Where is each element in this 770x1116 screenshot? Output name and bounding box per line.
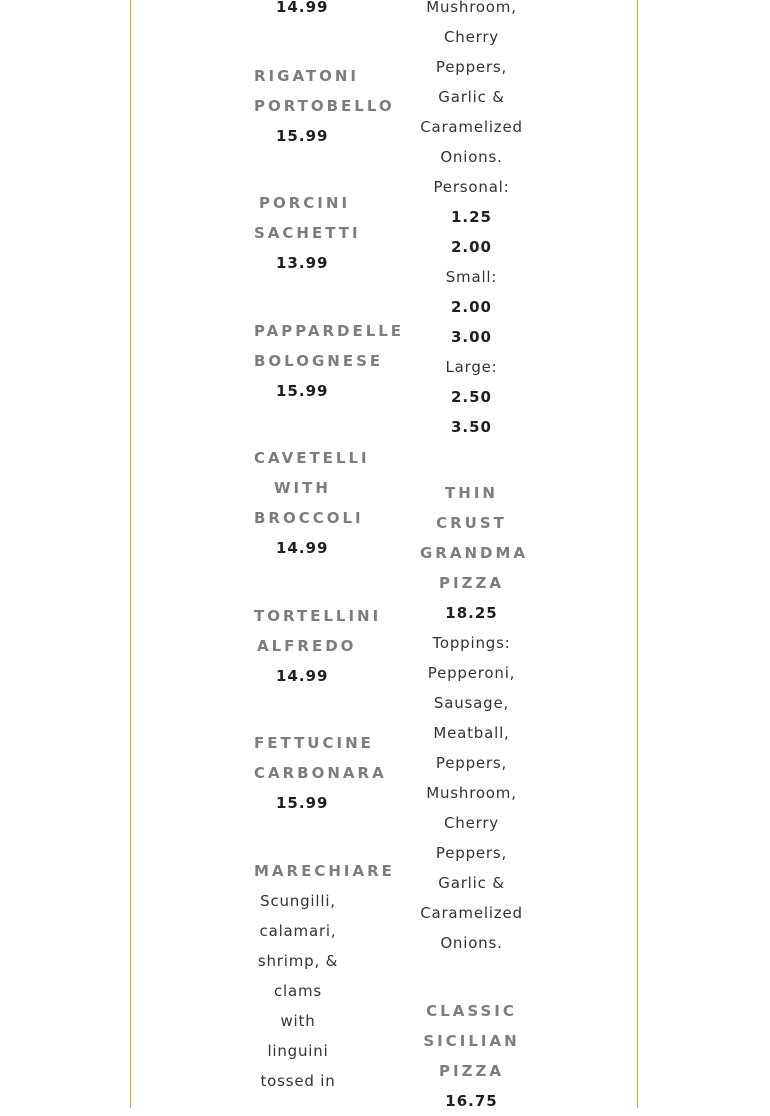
menu-item-name: PAPPARDELLE	[254, 322, 405, 340]
menu-item-name: SACHETTI	[254, 224, 361, 242]
menu-item-name: PORCINI	[259, 194, 351, 212]
menu-item-name: TORTELLINI	[254, 607, 382, 625]
menu-item-price: 14.99	[276, 667, 329, 685]
pizza-size-price: 2.00	[450, 238, 492, 256]
pizza-description: Mushroom,	[426, 0, 517, 16]
thin-crust-description: Caramelized	[420, 904, 523, 922]
thin-crust-description: Cherry	[444, 814, 499, 832]
thin-crust-name: PIZZA	[439, 574, 504, 592]
pizza-description: Peppers,	[435, 58, 508, 76]
menu-item-name: CAVETELLI	[254, 449, 370, 467]
menu-item-price: 14.99	[276, 0, 329, 16]
menu-item-name: BROCCOLI	[254, 509, 364, 527]
menu-item-price: 15.99	[276, 794, 329, 812]
menu-item-name: CARBONARA	[254, 764, 387, 782]
thin-crust-description: Onions.	[440, 934, 503, 952]
pizza-description: Onions.	[440, 148, 503, 166]
classic-sicilian-name: CLASSIC	[426, 1002, 517, 1020]
menu-item-name: RIGATONI	[254, 67, 360, 85]
pizza-size-price: 2.50	[450, 388, 492, 406]
menu-item-description: clams	[273, 982, 323, 1000]
thin-crust-description: Mushroom,	[426, 784, 517, 802]
thin-crust-description: Peppers,	[435, 844, 508, 862]
thin-crust-description: Garlic &	[438, 874, 505, 892]
classic-sicilian-price: 16.75	[445, 1092, 498, 1110]
pizza-size-price: 3.50	[450, 418, 492, 436]
classic-sicilian-name: SICILIAN	[423, 1032, 520, 1050]
pizza-size-price: 3.00	[450, 328, 492, 346]
thin-crust-description: Toppings:	[432, 634, 511, 652]
thin-crust-name: THIN	[445, 484, 498, 502]
thin-crust-description: Peppers,	[435, 754, 508, 772]
thin-crust-price: 18.25	[445, 604, 498, 622]
menu-item-name: FETTUCINE	[254, 734, 374, 752]
pizza-description: Garlic &	[438, 88, 505, 106]
menu-item-name: ALFREDO	[257, 637, 357, 655]
menu-item-name: WITH	[274, 479, 331, 497]
menu-item-name: PORTOBELLO	[254, 97, 395, 115]
menu-item-description: shrimp, &	[257, 952, 339, 970]
thin-crust-description: Meatball,	[433, 724, 510, 742]
menu-item-price: 14.99	[276, 539, 329, 557]
menu-item-price: 15.99	[276, 127, 329, 145]
classic-sicilian-name: PIZZA	[439, 1062, 504, 1080]
pizza-size-label: Small:	[445, 268, 498, 286]
menu-item-description: linguini	[267, 1042, 329, 1060]
pizza-description: Caramelized	[420, 118, 523, 136]
thin-crust-description: Pepperoni,	[427, 664, 516, 682]
pizza-size-price: 2.00	[450, 298, 492, 316]
pizza-size-price: 1.25	[450, 208, 492, 226]
pizza-size-label: Large:	[445, 358, 498, 376]
menu-item-price: 15.99	[276, 382, 329, 400]
menu-item-name: MARECHIARE	[254, 862, 395, 880]
thin-crust-name: GRANDMA	[420, 544, 529, 562]
menu-item-description: calamari,	[259, 922, 337, 940]
thin-crust-description: Sausage,	[433, 694, 510, 712]
menu-item-description: with	[280, 1012, 316, 1030]
menu-item-description: tossed in	[260, 1072, 336, 1090]
menu-item-price: 13.99	[276, 254, 329, 272]
menu-item-name: BOLOGNESE	[254, 352, 384, 370]
thin-crust-name: CRUST	[436, 514, 507, 532]
pizza-description: Cherry	[444, 28, 499, 46]
menu-item-description: Scungilli,	[260, 892, 336, 910]
pizza-size-label: Personal:	[433, 178, 510, 196]
